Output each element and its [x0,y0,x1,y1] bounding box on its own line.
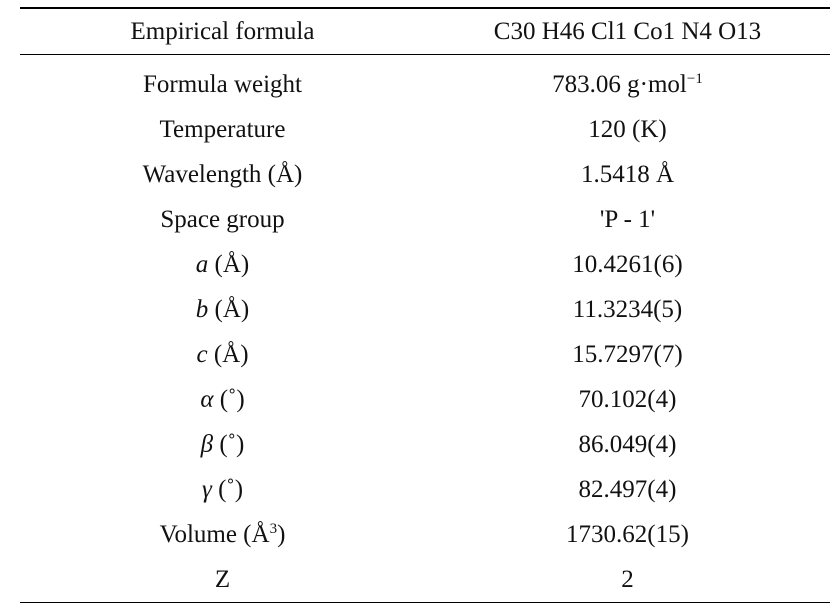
table-row [20,377,830,422]
row-value [425,55,830,108]
row-label [20,152,425,197]
table-row [20,242,830,287]
table-row [20,467,830,512]
row-label [20,197,425,242]
row-value [425,467,830,512]
label-text: (˚) [211,475,244,503]
row-label [20,55,425,108]
row-label [20,512,425,557]
row-value [425,377,830,422]
label-text: (Å) [207,340,249,368]
table-row [20,107,830,152]
table-row [20,332,830,377]
row-value [425,557,830,603]
crystal-data-table [20,7,830,603]
label-text: Wavelength (Å) [142,160,303,188]
label-text: (˚) [213,430,245,458]
label-symbol: b [195,295,209,323]
value-superscript: −1 [686,70,703,87]
label-symbol: β [200,430,214,458]
table-body [20,55,830,603]
label-text: Temperature [159,115,286,143]
header-value: C30 H46 Cl1 Co1 N4 O13 [493,17,762,45]
table-row [20,557,830,603]
row-label [20,107,425,152]
value-text: 82.497(4) [578,475,677,503]
row-value [425,152,830,197]
value-text: 70.102(4) [578,385,677,413]
row-value [425,422,830,467]
table-row [20,287,830,332]
row-label [20,287,425,332]
row-value [425,512,830,557]
header-label: Empirical formula [130,17,315,45]
table-header [20,8,830,55]
value-text: 86.049(4) [578,430,677,458]
value-text: 1730.62(15) [566,520,689,548]
table-row [20,512,830,557]
label-text: Space group [160,205,285,233]
label-text: Z [214,565,231,593]
value-text: 'P - 1' [599,205,656,233]
table-row [20,422,830,467]
row-label [20,242,425,287]
row-value [425,197,830,242]
label-text: (Å) [208,250,250,278]
value-text: 2 [621,565,634,593]
label-text: Formula weight [142,70,302,98]
row-value [425,107,830,152]
row-label [20,467,425,512]
label-text: (˚) [213,385,245,413]
table-row [20,55,830,108]
table-row [20,152,830,197]
row-value [425,287,830,332]
value-text: 120 (K) [588,115,667,143]
value-text: 10.4261(6) [572,250,683,278]
label-symbol: c [196,340,208,368]
value-text: 15.7297(7) [572,340,683,368]
row-label [20,377,425,422]
row-value [425,242,830,287]
row-label [20,332,425,377]
value-text: 11.3234(5) [572,295,683,323]
label-symbol: α [200,385,214,413]
label-text: Volume (Å [159,520,270,548]
label-text-end: ) [277,520,286,548]
value-text: 1.5418 Å [580,160,675,188]
table-row [20,197,830,242]
label-symbol: a [195,250,209,278]
label-symbol: γ [201,475,212,503]
value-text: 783.06 g·mol [552,70,687,98]
header-row [20,8,830,55]
row-value [425,332,830,377]
label-superscript: 3 [269,520,278,537]
crystal-data-table-container [20,7,830,603]
label-text: (Å) [208,295,250,323]
row-label [20,557,425,603]
row-label [20,422,425,467]
